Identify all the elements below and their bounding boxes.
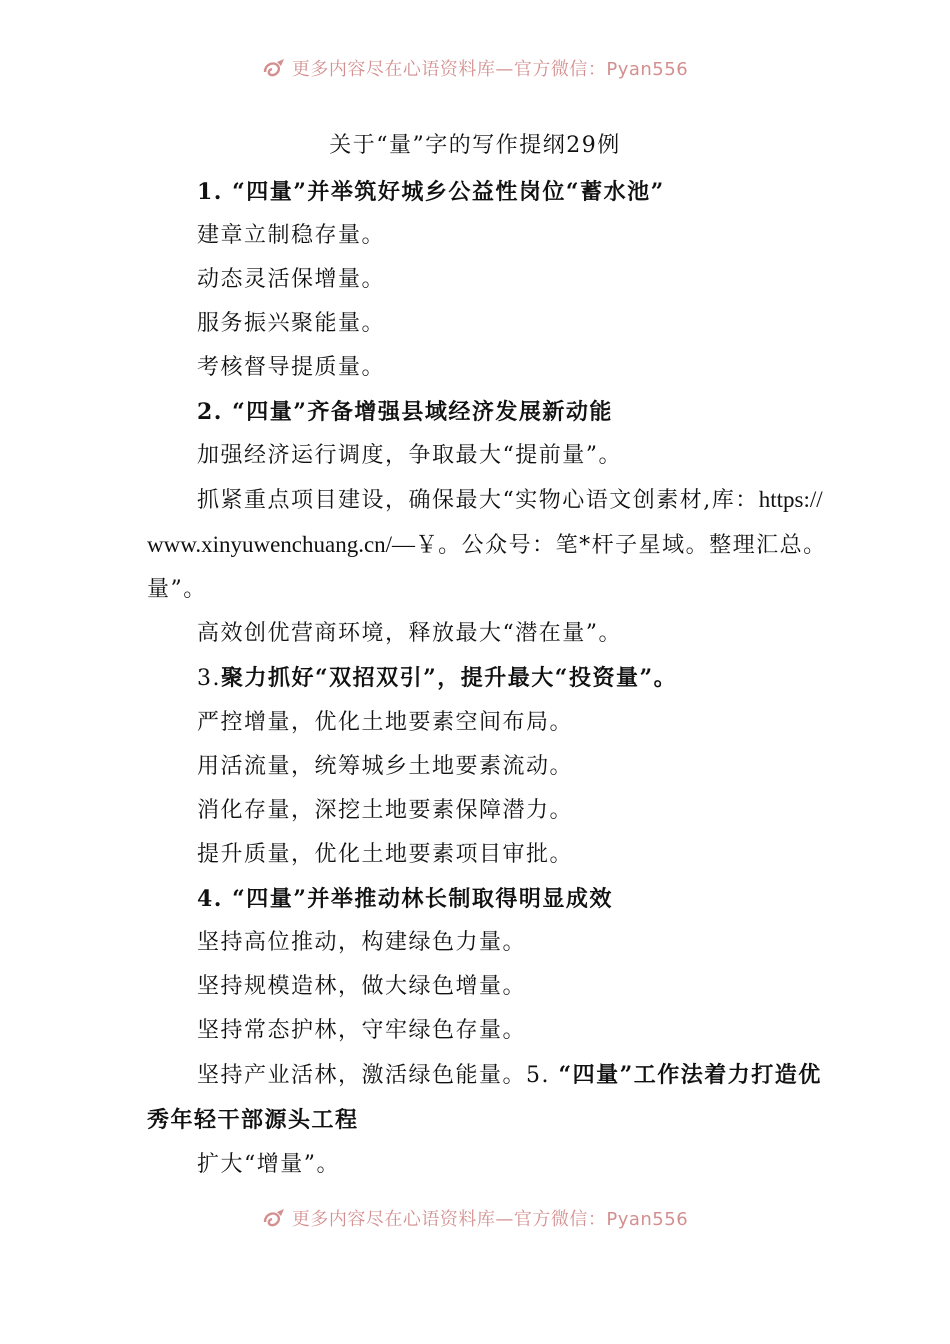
watermark-logo-icon	[262, 1208, 288, 1230]
text-line: 提升质量，优化土地要素项目审批。	[197, 842, 574, 867]
section-heading-5: “四量”工作法着力打造优秀年轻干部源头工程	[147, 1062, 822, 1133]
watermark-top	[0, 58, 950, 82]
text-line: 坚持常态护林，守牢绿色存量。	[197, 1018, 527, 1043]
watermark-logo-icon	[262, 58, 288, 80]
text-line: 消化存量，深挖土地要素保障潜力。	[197, 798, 574, 823]
text-line: 服务振兴聚能量。	[197, 311, 386, 336]
text-line: 动态灵活保增量。	[197, 267, 386, 292]
section-heading-3	[147, 656, 827, 701]
watermark-text: 更多内容尽在心语资料库—官方微信：Pyan556	[291, 1209, 689, 1230]
section-heading-2: 2. “四量”齐备增强县域经济发展新动能	[197, 399, 613, 425]
text-line: 高效创优营商环境，释放最大“潜在量”。	[197, 621, 622, 646]
url-text: https://www.xinyuwenchuang.cn/—￥	[147, 487, 823, 557]
paragraph-with-link	[147, 478, 827, 612]
text-line: 扩大“增量”。	[197, 1152, 340, 1177]
text-line: 考核督导提质量。	[197, 355, 386, 380]
section-heading-1: 1. “四量”并举筑好城乡公益性岗位“蓄水池”	[197, 179, 665, 205]
paragraph-text: 坚持产业活林，激活绿色能量。5.	[197, 1063, 559, 1088]
watermark-bottom	[0, 1208, 950, 1232]
text-line: 用活流量，统筹城乡土地要素流动。	[197, 754, 574, 779]
heading-text: 聚力抓好“双招双引”，提升最大“投资量”。	[221, 665, 678, 691]
document-title: 关于“量”字的写作提纲29例	[329, 133, 621, 158]
paragraph-text: 。公众号：笔*杆子星域。整理汇总。量”。	[147, 533, 827, 602]
text-line: 坚持高位推动，构建绿色力量。	[197, 930, 527, 955]
text-line: 加强经济运行调度，争取最大“提前量”。	[197, 443, 622, 468]
document-body	[147, 170, 827, 1187]
paragraph-text: 抓紧重点项目建设，确保最大“实物心语文创素材,库：	[197, 488, 759, 513]
paragraph-mixed	[147, 1053, 827, 1143]
text-line: 严控增量，优化土地要素空间布局。	[197, 710, 574, 735]
watermark-text: 更多内容尽在心语资料库—官方微信：Pyan556	[291, 59, 689, 80]
text-line: 坚持规模造林，做大绿色增量。	[197, 974, 527, 999]
section-heading-4: 4. “四量”并举推动林长制取得明显成效	[197, 886, 613, 912]
heading-number: 3.	[197, 666, 221, 691]
text-line: 建章立制稳存量。	[197, 223, 386, 248]
